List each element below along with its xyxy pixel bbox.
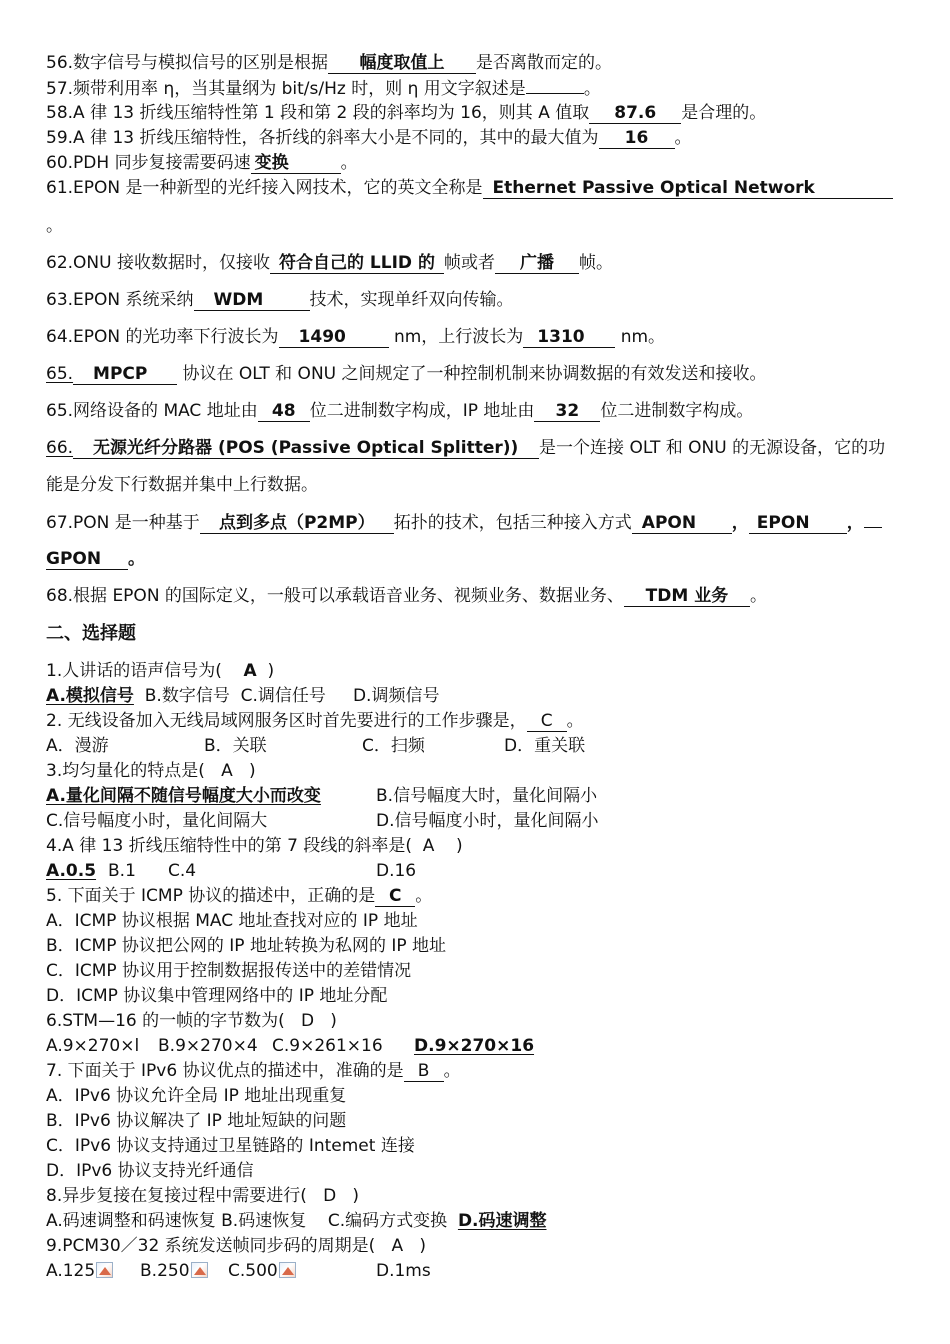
question-text: 7. 下面关于 IPv6 协议优点的描述中，准确的是: [46, 1061, 404, 1081]
choice-4-stem: [46, 835, 463, 857]
answer-blank: 87.6: [589, 104, 681, 124]
option-b: B.信号幅度大时，量化间隔小: [376, 786, 598, 806]
answer: D: [300, 1011, 315, 1031]
question-text: 65.网络设备的 MAC 地址由: [46, 401, 258, 421]
option-c: C.9×261×16: [272, 1036, 383, 1056]
option-b: B.数字信号: [144, 686, 230, 706]
option-b: B.9×270×4: [158, 1036, 258, 1056]
choice-2-stem: [46, 710, 584, 732]
option-b: B．关联: [204, 736, 267, 756]
option-c: C.4: [168, 861, 197, 881]
question-58: [46, 102, 766, 124]
broken-image-icon: [191, 1262, 208, 1278]
choice-2-options: [46, 735, 646, 757]
option-d: D.9×270×16: [414, 1036, 535, 1056]
answer-blank: WDM: [194, 291, 310, 311]
question-text: 。: [443, 1061, 461, 1081]
question-text: 5. 下面关于 ICMP 协议的描述中，正确的是: [46, 886, 376, 906]
answer-blank: [526, 77, 584, 94]
question-text: 68.根据 EPON 的国际定义，一般可以承载语音业务、视频业务、数据业务、: [46, 586, 624, 606]
option-a-label: A.125: [46, 1261, 96, 1281]
option-b: [140, 1260, 208, 1282]
answer: A: [243, 661, 257, 681]
question-68: [46, 585, 767, 607]
choice-9-options: [46, 1260, 646, 1282]
option-a: A.9×270×l: [46, 1036, 140, 1056]
answer-blank: 16: [599, 129, 675, 149]
answer-blank: EPON: [749, 514, 847, 534]
choice-9-stem: [46, 1235, 426, 1257]
question-62: [46, 252, 613, 274]
question-text: ): [419, 1236, 427, 1256]
choice-7-option-c: C．IPv6 协议支持通过卫星链路的 Intemet 连接: [46, 1136, 415, 1156]
answer-blank: APON: [632, 514, 732, 534]
question-number: 66.: [46, 438, 74, 458]
option-c: C．扫频: [362, 736, 425, 756]
choice-8-stem: [46, 1185, 359, 1207]
option-b: B.1: [108, 861, 136, 881]
choice-7-option-b: B．IPv6 协议解决了 IP 地址短缺的问题: [46, 1111, 347, 1131]
answer-blank: [864, 511, 882, 528]
option-c: C.信号幅度小时，量化间隔大: [46, 811, 268, 831]
section-title: 二、选择题: [46, 623, 136, 644]
answer-blank: 点到多点（P2MP）: [200, 514, 394, 534]
question-text: 。: [674, 128, 692, 148]
answer: A: [391, 1236, 404, 1256]
question-text: 协议在 OLT 和 ONU 之间规定了一种控制机制来协调数据的有效发送和接收。: [182, 364, 767, 384]
question-56: [46, 52, 612, 74]
question-text: 拓扑的技术，包括三种接入方式: [393, 513, 632, 533]
choice-7-option-a: A．IPv6 协议允许全局 IP 地址出现重复: [46, 1086, 347, 1106]
choice-6-options: [46, 1035, 646, 1057]
question-text: 。: [128, 549, 145, 569]
question-text: 是否离散而定的。: [476, 53, 613, 73]
question-67: [46, 511, 882, 534]
question-57: [46, 77, 601, 100]
question-text: 。: [749, 586, 767, 606]
question-text: 是合理的。: [681, 103, 767, 123]
question-text: 2. 无线设备加入无线局域网服务区时首先要进行的工作步骤是，: [46, 711, 527, 731]
broken-image-icon: [96, 1262, 113, 1278]
answer-blank: 32: [534, 402, 600, 422]
option-b: B.码速恢复: [221, 1211, 307, 1231]
question-text: 。: [340, 153, 358, 173]
question-text: 61.EPON 是一种新型的光纤接入网技术，它的英文全称是: [46, 178, 483, 198]
question-text: nm。: [620, 327, 666, 347]
answer: A: [422, 836, 435, 856]
question-text: 帧。: [578, 253, 613, 273]
question-text: 位二进制数字构成，IP 地址由: [309, 401, 535, 421]
option-d: D.16: [376, 861, 417, 881]
question-65-address: [46, 400, 753, 422]
option-d: D.码速调整: [457, 1211, 547, 1231]
question-text: 6.STM—16 的一帧的字节数为(: [46, 1011, 285, 1031]
question-text: 57.频带利用率 η，当其量纲为 bit/s/Hz 时，则 η 用文字叙述是: [46, 79, 526, 99]
question-text: ): [330, 1011, 337, 1031]
option-a: A.码速调整和码速恢复: [46, 1211, 216, 1231]
option-c-label: C.500: [228, 1261, 278, 1281]
choice-8-options: [46, 1210, 547, 1232]
broken-image-icon: [279, 1262, 296, 1278]
question-text: 3.均匀量化的特点是(: [46, 761, 205, 781]
answer-blank: C: [527, 712, 567, 732]
question-text: 帧或者: [443, 253, 495, 273]
question-number: 65.: [46, 364, 74, 384]
question-text: nm，上行波长为: [393, 327, 524, 347]
choice-4-options: [46, 860, 646, 882]
option-a: A.0.5: [46, 861, 97, 881]
question-66-line2: [46, 474, 318, 496]
question-60: [46, 152, 358, 174]
option-a: A.模拟信号: [46, 686, 134, 706]
answer-blank: C: [375, 887, 415, 907]
question-text: 技术，实现单纤双向传输。: [309, 290, 514, 310]
answer-blank: 符合自己的 LLID 的: [270, 254, 444, 274]
choice-5-option-d: D．ICMP 协议集中管理网络中的 IP 地址分配: [46, 986, 388, 1006]
answer-blank: 1490: [279, 328, 389, 348]
answer-blank: Ethernet Passive Optical Network: [483, 179, 893, 199]
question-61-end: [46, 215, 63, 237]
question-text: ): [248, 761, 256, 781]
answer: A: [221, 761, 233, 781]
answer-blank: 无源光纤分路器 (POS (Passive Optical Splitter)): [73, 439, 539, 459]
answer-blank: 广播: [495, 254, 579, 274]
option-a: A．漫游: [46, 736, 109, 756]
option-d: D.调频信号: [352, 686, 440, 706]
option-d: D.信号幅度小时，量化间隔小: [376, 811, 599, 831]
question-text: 位二进制数字构成。: [600, 401, 754, 421]
question-text: 。: [583, 79, 601, 99]
choice-7-option-d: D．IPv6 协议支持光纤通信: [46, 1161, 254, 1181]
question-text: 64.EPON 的光功率下行波长为: [46, 327, 279, 347]
question-64: [46, 326, 665, 348]
question-text: 能是分发下行数据并集中上行数据。: [46, 475, 318, 495]
choice-3-stem: [46, 760, 256, 782]
question-67-line2: [46, 548, 145, 570]
question-text: 。: [46, 216, 63, 236]
choice-1-options: [46, 685, 439, 707]
option-d: D．重关联: [504, 736, 586, 756]
answer: D: [323, 1186, 337, 1206]
choice-3-options-cd: [46, 810, 646, 832]
question-text: 58.A 律 13 折线压缩特性第 1 段和第 2 段的斜率均为 16，则其 A 值取: [46, 103, 590, 123]
question-63: [46, 289, 514, 311]
option-c: C.编码方式变换: [327, 1211, 448, 1231]
answer-blank: B: [404, 1062, 444, 1082]
choice-3-options-ab: [46, 785, 646, 807]
question-text: 8.异步复接在复接过程中需要进行(: [46, 1186, 307, 1206]
question-text: 4.A 律 13 折线压缩特性中的第 7 段线的斜率是(: [46, 836, 412, 856]
answer-blank: GPON: [46, 550, 128, 570]
option-a: [46, 1260, 113, 1282]
choice-1-stem: [46, 660, 274, 682]
question-text: 60.PDH 同步复接需要码速: [46, 153, 251, 173]
question-text: 67.PON 是一种基于: [46, 513, 200, 533]
answer-blank: TDM 业务: [624, 587, 750, 607]
question-59: [46, 127, 692, 149]
option-c: [228, 1260, 296, 1282]
question-66: [46, 437, 885, 459]
question-text: ): [456, 836, 463, 856]
question-text: 。: [566, 711, 584, 731]
question-text: 9.PCM30／32 系统发送帧同步码的周期是(: [46, 1236, 376, 1256]
choice-5-option-a: A．ICMP 协议根据 MAC 地址查找对应的 IP 地址: [46, 911, 418, 931]
question-text: 1.人讲话的语声信号为(: [46, 661, 222, 681]
question-text: 是一个连接 OLT 和 ONU 的无源设备，它的功: [539, 438, 886, 458]
option-d: D.1ms: [376, 1261, 431, 1281]
answer-blank: 1310: [523, 328, 615, 348]
question-65-mpcp: [46, 363, 767, 385]
choice-5-stem: [46, 885, 432, 907]
answer-blank: MPCP: [73, 365, 177, 385]
separator: ，: [846, 513, 864, 533]
option-b-label: B.250: [140, 1261, 190, 1281]
question-text: 59.A 律 13 折线压缩特性，各折线的斜率大小是不同的，其中的最大值为: [46, 128, 599, 148]
option-c: C.调信任号: [240, 686, 326, 706]
question-text: 63.EPON 系统采纳: [46, 290, 194, 310]
question-61: [46, 177, 893, 199]
answer-blank: 幅度取值上: [328, 54, 476, 74]
choice-6-stem: [46, 1010, 337, 1032]
question-text: 62.ONU 接收数据时，仅接收: [46, 253, 270, 273]
question-text: ): [352, 1186, 360, 1206]
question-text: ): [267, 661, 275, 681]
question-text: 。: [415, 886, 433, 906]
choice-7-stem: [46, 1060, 461, 1082]
separator: ，: [731, 513, 749, 533]
choice-5-option-c: C．ICMP 协议用于控制数据报传送中的差错情况: [46, 961, 412, 981]
answer-blank: 变换: [251, 154, 341, 174]
question-text: 56.数字信号与模拟信号的区别是根据: [46, 53, 329, 73]
answer-blank: 48: [258, 402, 310, 422]
choice-5-option-b: B．ICMP 协议把公网的 IP 地址转换为私网的 IP 地址: [46, 936, 447, 956]
option-a: A.量化间隔不随信号幅度大小而改变: [46, 786, 321, 806]
